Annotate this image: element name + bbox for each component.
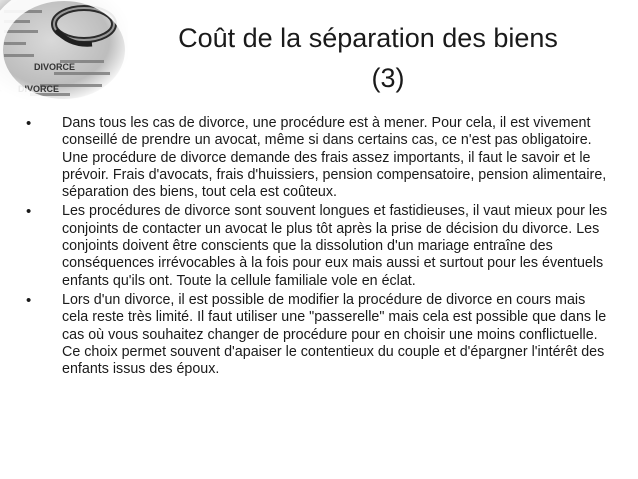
bullet-marker: • (26, 115, 32, 132)
bullet-list (22, 115, 612, 380)
bullet-marker: • (26, 291, 32, 309)
divorce-word-in-picture: DIVORCE (34, 62, 76, 72)
bullet-item (22, 115, 612, 201)
title-line-1: Coût de la séparation des biens (178, 23, 558, 53)
title-line-2: (3) (371, 63, 405, 93)
bullet-text: Dans tous les cas de divorce, une procédure est à mener. Pour cela, il est vivement conseillé de prendre un avocat, même si dans certains cas, ce n'est pas obligatoire. Une procédure de divorce demande des frais assez importants, il faut le savoir et le prévoir. Frais d'avocats, frais d'huissiers, pension compensatoire, pension alimentaire, séparation des biens, tout cela est coûteux. (62, 115, 607, 201)
svg-text:DIVORCE: DIVORCE (18, 84, 60, 94)
bullet-text: Les procédures de divorce sont souvent longues et fastidieuses, il vaut mieux pour les conjoints de contacter un avocat le plus tôt après la prise de décision du divorce. Les conjoints doivent être conscients que la dissolution d'un mariage entraîne des conséquences irrévocables à la fois pour eux mais aussi et surtout pour les éventuels enfants qu'ils ont. Toute la cellule familiale vole en éclat. (62, 203, 608, 289)
divorce-ring-image (0, 0, 128, 100)
bullet-item (22, 292, 612, 378)
slide-title (128, 18, 608, 98)
bullet-item (22, 203, 612, 289)
ring-on-dictionary-picture (0, 0, 128, 100)
bullet-marker: • (26, 203, 32, 221)
bullet-text: Lors d'un divorce, il est possible de modifier la procédure de divorce en cours mais cela reste très limité. Il faut utiliser une "passerelle" mais cela est possible que dans le cas où vous souhaitez changer de procédure pour en choisir une moins conflictuelle. Ce choix permet souvent d'apaiser le contentieux du couple et d'épargner l'intérêt des enfants issus des époux. (62, 291, 607, 378)
